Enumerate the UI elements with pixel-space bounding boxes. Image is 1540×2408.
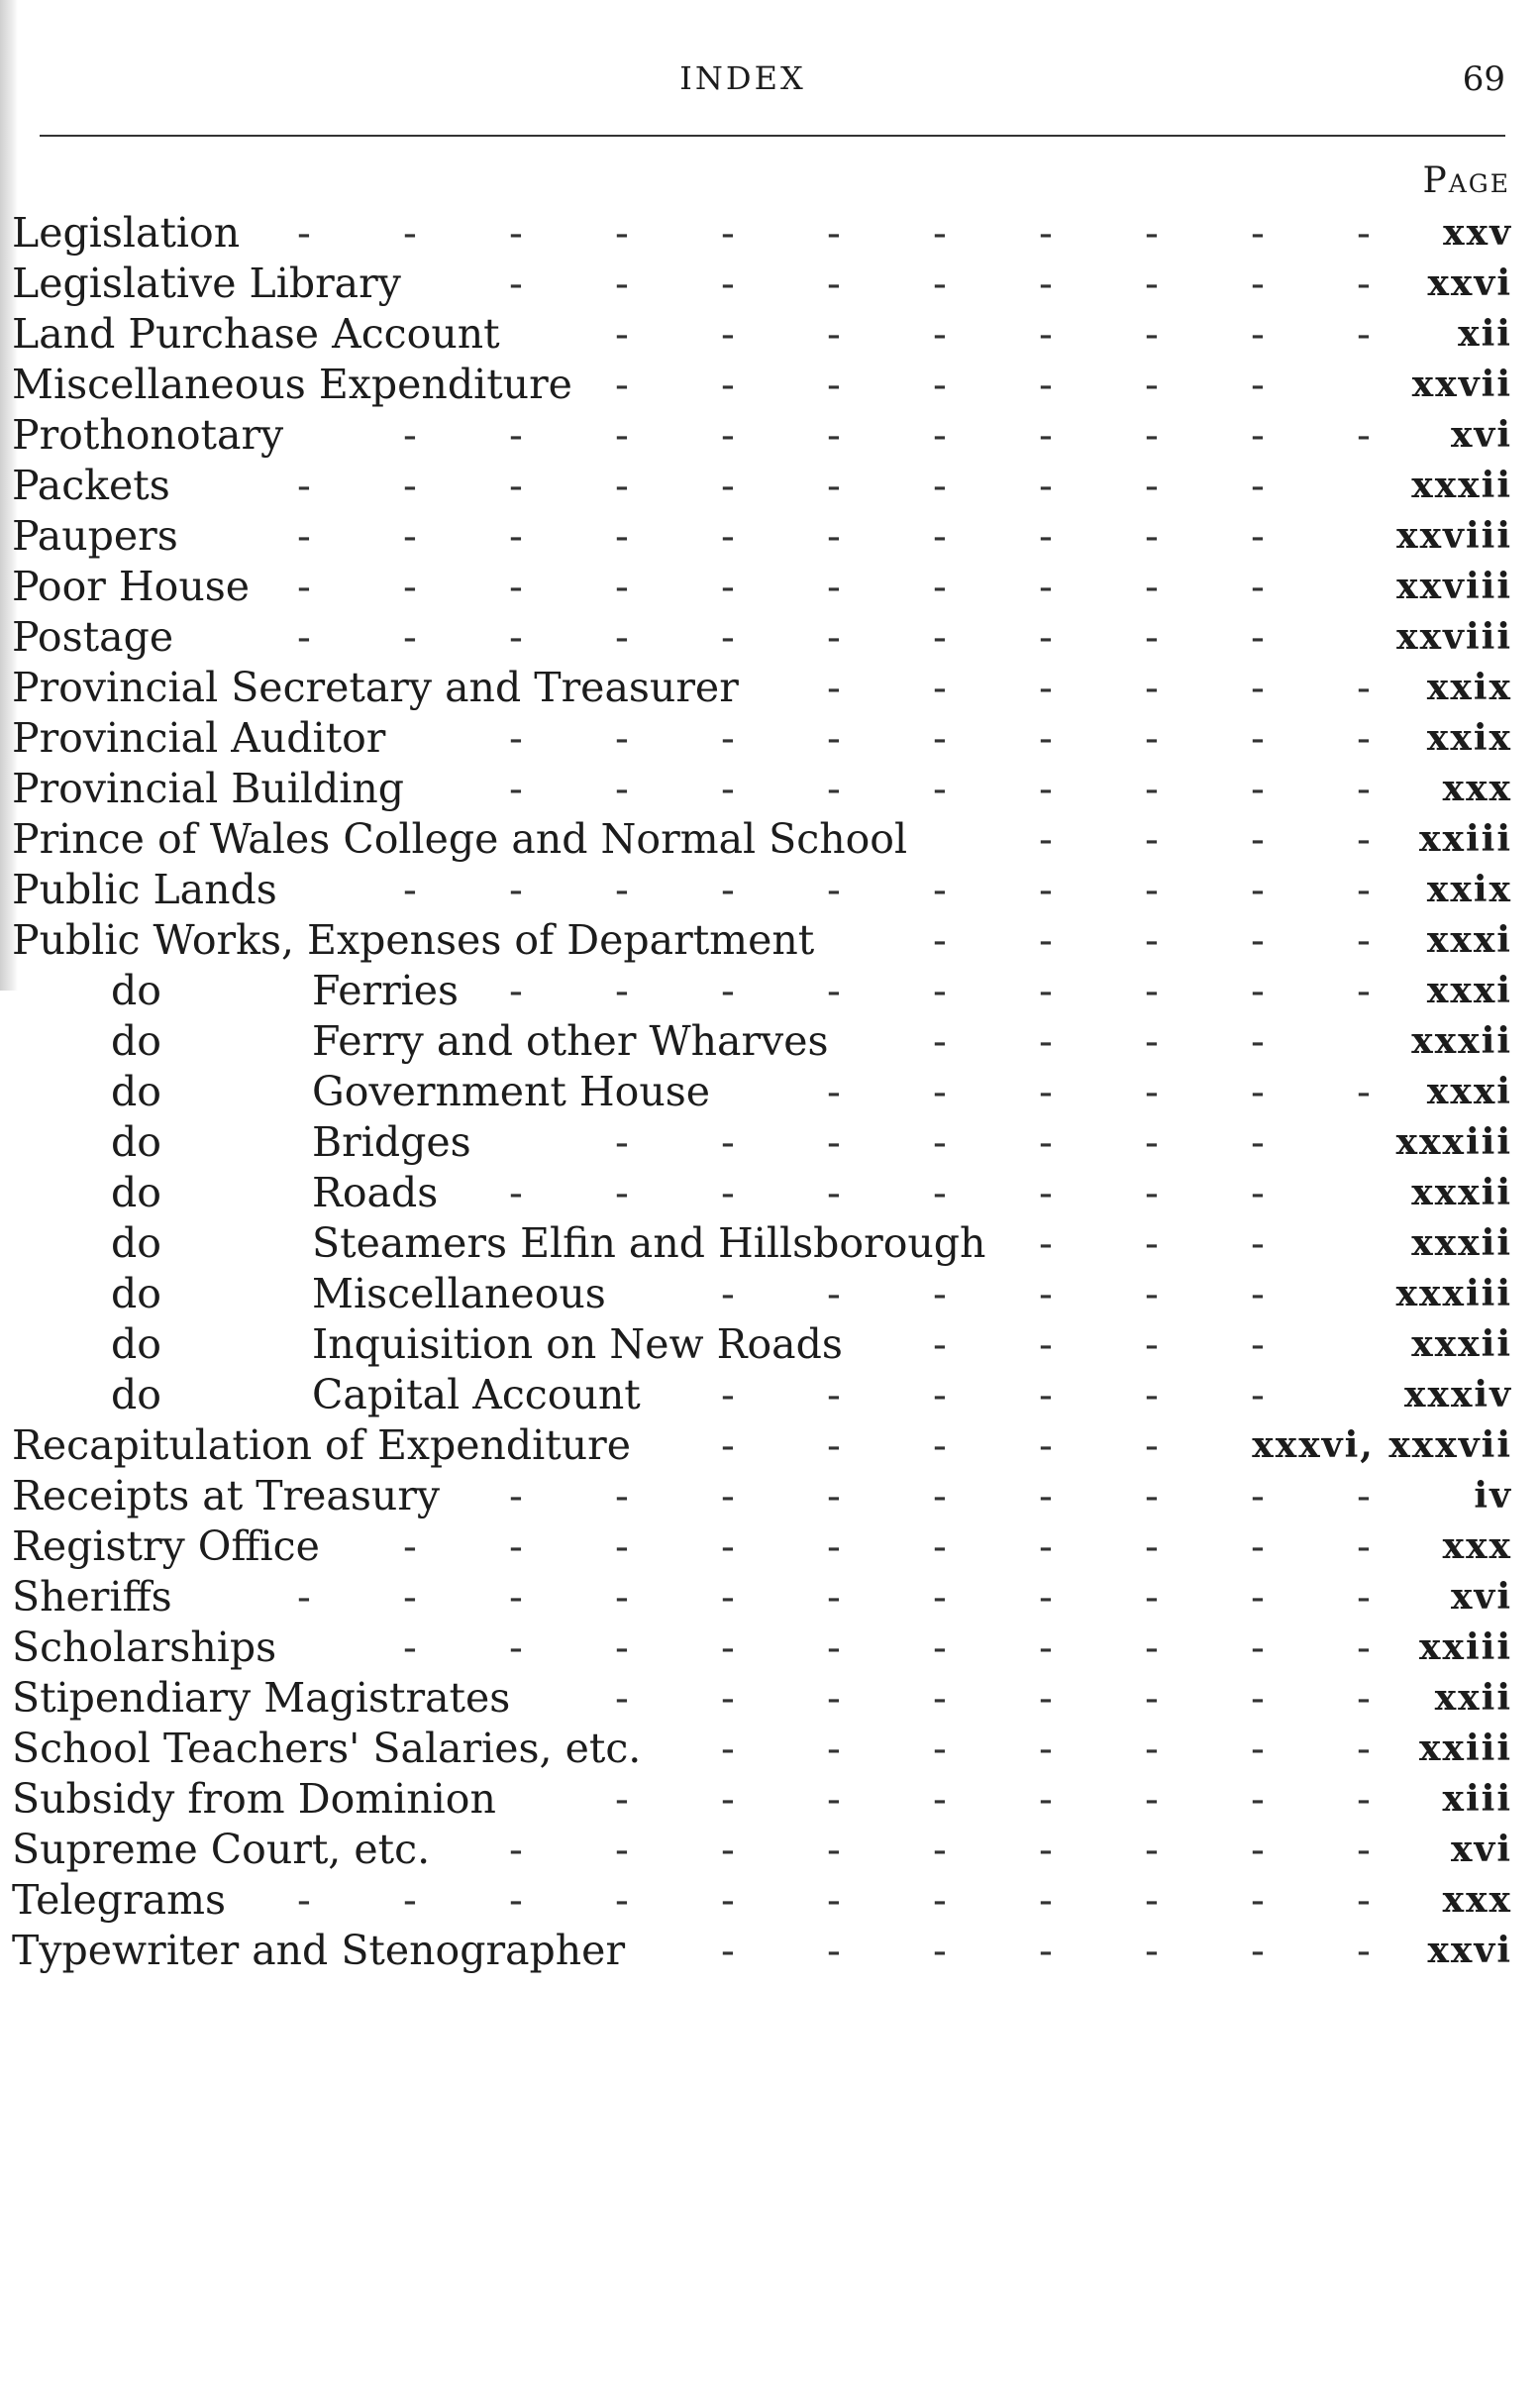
page-reference: xxxvi, xxxvii bbox=[1252, 1424, 1512, 1466]
entry-label: Typewriter and Stenographer bbox=[12, 1927, 626, 1974]
entry-label: Subsidy from Dominion bbox=[12, 1775, 496, 1823]
page-reference: xxviii bbox=[1396, 515, 1512, 557]
page-reference: xxxi bbox=[1426, 919, 1512, 961]
index-entry: Recapitulation of Expenditure - - - - - xxxvi, xxxvii bbox=[12, 1421, 1512, 1469]
entry-label: Legislation bbox=[12, 209, 241, 257]
index-entry: Provincial Building - - - - - - - - - xxx bbox=[12, 765, 1512, 812]
index-entry: Poor House - - - - - - - - - - xxviii bbox=[12, 563, 1512, 610]
entry-label: School Teachers' Salaries, etc. bbox=[12, 1725, 642, 1772]
page-reference: xxxii bbox=[1411, 1222, 1512, 1264]
page-reference: xxviii bbox=[1396, 566, 1512, 607]
index-entry: Legislation - - - - - - - - - - - xxv bbox=[12, 209, 1512, 257]
page-reference: xxv bbox=[1443, 212, 1512, 254]
page-reference: xii bbox=[1458, 313, 1512, 355]
page-reference: xxiii bbox=[1419, 1727, 1512, 1769]
entry-label: Bridges bbox=[312, 1118, 471, 1166]
index-entry: do Bridges - - - - - - - xxxiii bbox=[111, 1118, 1512, 1166]
entry-label: Miscellaneous Expenditure bbox=[12, 361, 572, 408]
index-entry: Provincial Auditor - - - - - - - - - xxix bbox=[12, 714, 1512, 762]
entry-label: Packets bbox=[12, 462, 170, 509]
index-entry: Public Works, Expenses of Department - - - - - xxxi bbox=[12, 916, 1512, 964]
index-entry: Typewriter and Stenographer - - - - - - - xxvi bbox=[12, 1927, 1512, 1974]
page-reference: xxiii bbox=[1419, 818, 1512, 860]
index-entry: Supreme Court, etc. - - - - - - - - - xvi bbox=[12, 1826, 1512, 1873]
entry-label: Sheriffs bbox=[12, 1573, 172, 1621]
page-reference: xvi bbox=[1450, 414, 1512, 456]
index-entry: do Roads - - - - - - - - xxxii bbox=[111, 1169, 1512, 1216]
ditto-mark: do bbox=[111, 1068, 161, 1115]
entry-label: Government House bbox=[312, 1068, 711, 1115]
ditto-mark: do bbox=[111, 967, 161, 1014]
page-number: 69 bbox=[1462, 59, 1505, 99]
entry-label: Scholarships bbox=[12, 1623, 277, 1671]
ditto-mark: do bbox=[111, 1118, 161, 1166]
index-entry: Prothonotary - - - - - - - - - - xvi bbox=[12, 411, 1512, 459]
entry-label: Ferries bbox=[312, 967, 460, 1014]
page-title: INDEX bbox=[679, 59, 806, 97]
page-reference: xiii bbox=[1442, 1778, 1512, 1820]
page-reference: xxxiii bbox=[1395, 1273, 1512, 1314]
index-entry: Stipendiary Magistrates - - - - - - - - xxii bbox=[12, 1674, 1512, 1722]
index-entry: School Teachers' Salaries, etc. - - - - - - - xxiii bbox=[12, 1725, 1512, 1772]
page-reference: xxxiv bbox=[1404, 1374, 1512, 1415]
page-reference: xxviii bbox=[1396, 616, 1512, 658]
entry-label: Supreme Court, etc. bbox=[12, 1826, 431, 1873]
index-entry: Packets - - - - - - - - - - xxxii bbox=[12, 462, 1512, 509]
entry-label: Miscellaneous bbox=[312, 1270, 606, 1317]
index-entry: Postage - - - - - - - - - - xxviii bbox=[12, 613, 1512, 661]
page-reference: xxx bbox=[1442, 1879, 1512, 1921]
page-reference: iv bbox=[1474, 1475, 1512, 1517]
entry-label: Steamers Elfin and Hillsborough bbox=[312, 1219, 986, 1267]
index-entry: Land Purchase Account - - - - - - - - xii bbox=[12, 310, 1512, 358]
index-entry: Telegrams - - - - - - - - - - - xxx bbox=[12, 1876, 1512, 1924]
page-reference: xxxiii bbox=[1395, 1121, 1512, 1163]
page-reference: xxvi bbox=[1427, 1930, 1512, 1971]
index-entry: do Miscellaneous - - - - - - xxxiii bbox=[111, 1270, 1512, 1317]
running-head bbox=[0, 59, 1540, 109]
entry-label: Registry Office bbox=[12, 1522, 320, 1570]
page-reference: xxii bbox=[1434, 1677, 1512, 1719]
entry-label: Provincial Secretary and Treasurer bbox=[12, 664, 739, 711]
index-entry: Scholarships - - - - - - - - - - xxiii bbox=[12, 1623, 1512, 1671]
entry-label: Ferry and other Wharves bbox=[312, 1017, 829, 1065]
entry-label: Public Lands bbox=[12, 866, 277, 913]
index-entries bbox=[0, 208, 1540, 1976]
page-reference: xxvi bbox=[1427, 262, 1512, 304]
index-entry: Miscellaneous Expenditure - - - - - - - xxvii bbox=[12, 361, 1512, 408]
entry-label: Roads bbox=[312, 1169, 439, 1216]
index-entry: Legislative Library - - - - - - - - - xxvi bbox=[12, 260, 1512, 307]
index-entry: Registry Office - - - - - - - - - - xxx bbox=[12, 1522, 1512, 1570]
page-reference: xxiii bbox=[1419, 1626, 1512, 1668]
index-entry: Provincial Secretary and Treasurer - - - - - - xxix bbox=[12, 664, 1512, 711]
index-entry: Prince of Wales College and Normal School - - - - xxiii bbox=[12, 815, 1512, 863]
page-reference: xxix bbox=[1426, 667, 1512, 708]
index-entry: do Ferries - - - - - - - - - xxxi bbox=[111, 967, 1512, 1014]
page-reference: xxx bbox=[1442, 1525, 1512, 1567]
page-reference: xxvii bbox=[1411, 364, 1512, 405]
page-reference: xxxii bbox=[1411, 1323, 1512, 1365]
ditto-mark: do bbox=[111, 1219, 161, 1267]
page-reference: xxix bbox=[1426, 717, 1512, 759]
entry-label: Prothonotary bbox=[12, 411, 284, 459]
page-reference: xvi bbox=[1450, 1829, 1512, 1870]
entry-label: Poor House bbox=[12, 563, 251, 610]
entry-label: Land Purchase Account bbox=[12, 310, 500, 358]
page-reference: xxix bbox=[1426, 869, 1512, 910]
page-column-label: Page bbox=[1422, 160, 1510, 201]
entry-label: Legislative Library bbox=[12, 260, 401, 307]
entry-label: Stipendiary Magistrates bbox=[12, 1674, 511, 1722]
index-entry: Subsidy from Dominion - - - - - - - - xiii bbox=[12, 1775, 1512, 1823]
index-entry: do Government House - - - - - - xxxi bbox=[111, 1068, 1512, 1115]
index-entry: Sheriffs - - - - - - - - - - - xvi bbox=[12, 1573, 1512, 1621]
entry-label: Capital Account bbox=[312, 1371, 641, 1418]
page-reference: xxxii bbox=[1411, 465, 1512, 506]
entry-label: Public Works, Expenses of Department bbox=[12, 916, 815, 964]
entry-label: Inquisition on New Roads bbox=[312, 1320, 843, 1368]
entry-label: Telegrams bbox=[12, 1876, 227, 1924]
index-entry: do Ferry and other Wharves - - - - xxxii bbox=[111, 1017, 1512, 1065]
page-reference: xvi bbox=[1450, 1576, 1512, 1618]
index-entry: do Steamers Elfin and Hillsborough - - - xxxii bbox=[111, 1219, 1512, 1267]
index-entry: do Capital Account - - - - - - xxxiv bbox=[111, 1371, 1512, 1418]
index-entry: Public Lands - - - - - - - - - - xxix bbox=[12, 866, 1512, 913]
entry-label: Provincial Building bbox=[12, 765, 404, 812]
ditto-mark: do bbox=[111, 1270, 161, 1317]
index-entry: Receipts at Treasury - - - - - - - - - iv bbox=[12, 1472, 1512, 1519]
page-reference: xxxii bbox=[1411, 1172, 1512, 1213]
entry-label: Receipts at Treasury bbox=[12, 1472, 441, 1519]
page-reference: xxxi bbox=[1426, 970, 1512, 1011]
page-reference: xxxii bbox=[1411, 1020, 1512, 1062]
entry-label: Prince of Wales College and Normal School bbox=[12, 815, 908, 863]
page-reference: xxxi bbox=[1426, 1071, 1512, 1112]
entry-label: Postage bbox=[12, 613, 174, 661]
ditto-mark: do bbox=[111, 1169, 161, 1216]
page-reference: xxx bbox=[1442, 768, 1512, 809]
index-entry: Paupers - - - - - - - - - - xxviii bbox=[12, 512, 1512, 560]
ditto-mark: do bbox=[111, 1371, 161, 1418]
entry-label: Provincial Auditor bbox=[12, 714, 386, 762]
entry-label: Recapitulation of Expenditure bbox=[12, 1421, 632, 1469]
entry-label: Paupers bbox=[12, 512, 178, 560]
ditto-mark: do bbox=[111, 1320, 161, 1368]
ditto-mark: do bbox=[111, 1017, 161, 1065]
index-entry: do Inquisition on New Roads - - - - xxxii bbox=[111, 1320, 1512, 1368]
header-rule bbox=[40, 135, 1505, 137]
